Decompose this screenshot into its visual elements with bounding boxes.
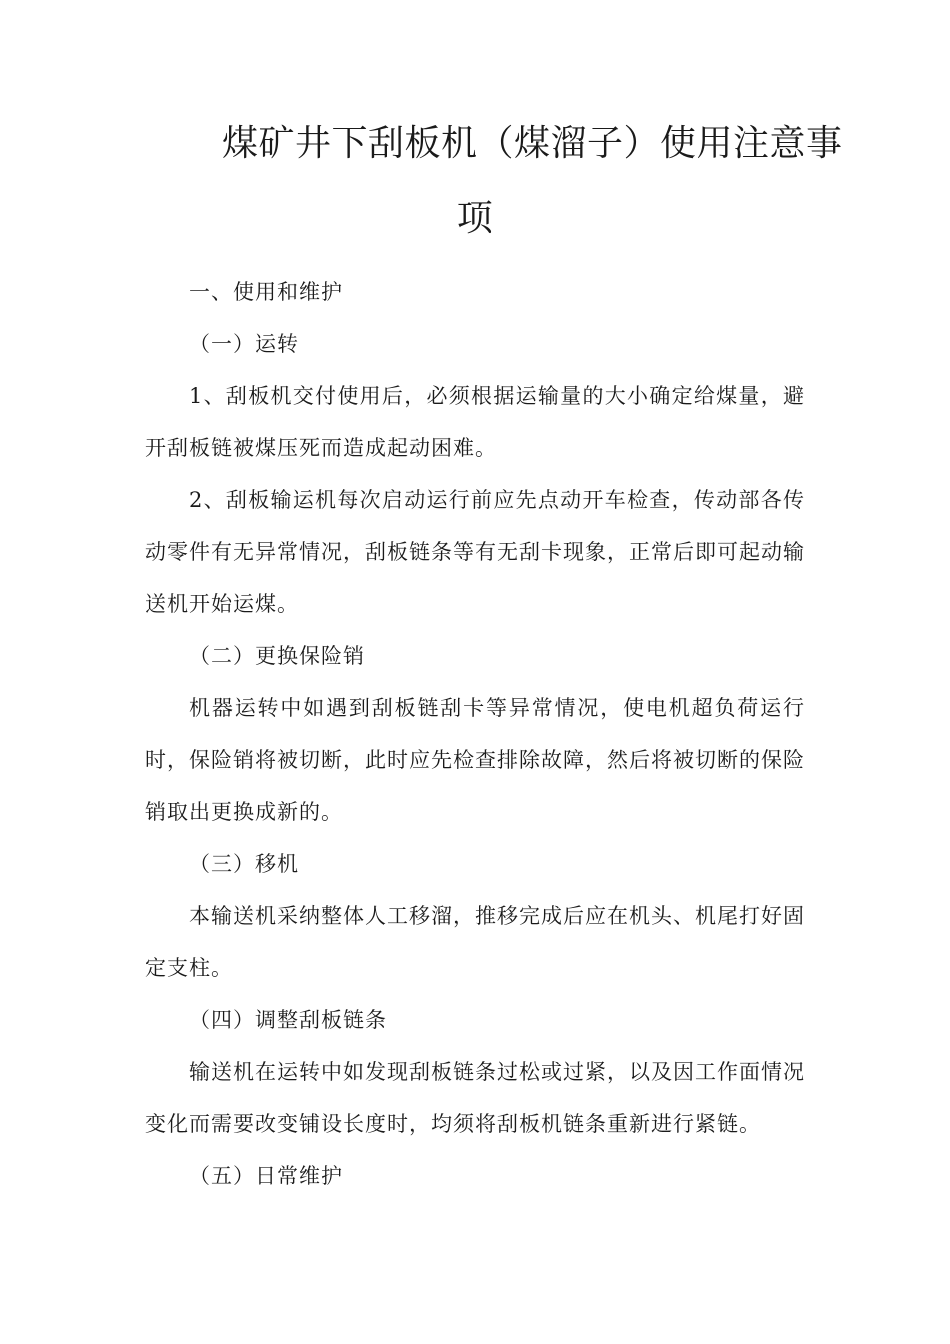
document-body bbox=[145, 266, 805, 1202]
paragraph-startup-check: 2、刮板输运机每次启动运行前应先点动开车检查，传动部各传动零件有无异常情况，刮板链条等有无刮卡现象，正常后即可起动输送机开始运煤。 bbox=[145, 488, 805, 616]
paragraph-relocation: 本输送机采纳整体人工移溜，推移完成后应在机头、机尾打好固定支柱。 bbox=[145, 904, 805, 980]
subsection-heading-chain-adjust: （四）调整刮板链条 bbox=[189, 1008, 387, 1032]
paragraph-safety-pin: 机器运转中如遇到刮板链刮卡等异常情况，使电机超负荷运行时，保险销将被切断，此时应先检查排除故障，然后将被切断的保险销取出更换成新的。 bbox=[145, 696, 805, 824]
subsection-heading-safety-pin: （二）更换保险销 bbox=[189, 644, 365, 668]
section-heading-use-and-maintenance: 一、使用和维护 bbox=[189, 280, 343, 304]
paragraph-chain-adjust: 输送机在运转中如发现刮板链条过松或过紧，以及因工作面情况变化而需要改变铺设长度时，均须将刮板机链条重新进行紧链。 bbox=[145, 1060, 805, 1136]
subsection-heading-daily-maintenance: （五）日常维护 bbox=[189, 1164, 343, 1188]
document-title: 煤矿井下刮板机（煤溜子）使用注意事 bbox=[222, 123, 843, 164]
paragraph-delivery-use: 1、刮板机交付使用后，必须根据运输量的大小确定给煤量，避开刮板链被煤压死而造成起动困难。 bbox=[145, 384, 805, 460]
subsection-heading-relocation: （三）移机 bbox=[189, 852, 299, 876]
document-title-continued: 项 bbox=[456, 198, 494, 239]
subsection-heading-operation: （一）运转 bbox=[189, 332, 299, 356]
